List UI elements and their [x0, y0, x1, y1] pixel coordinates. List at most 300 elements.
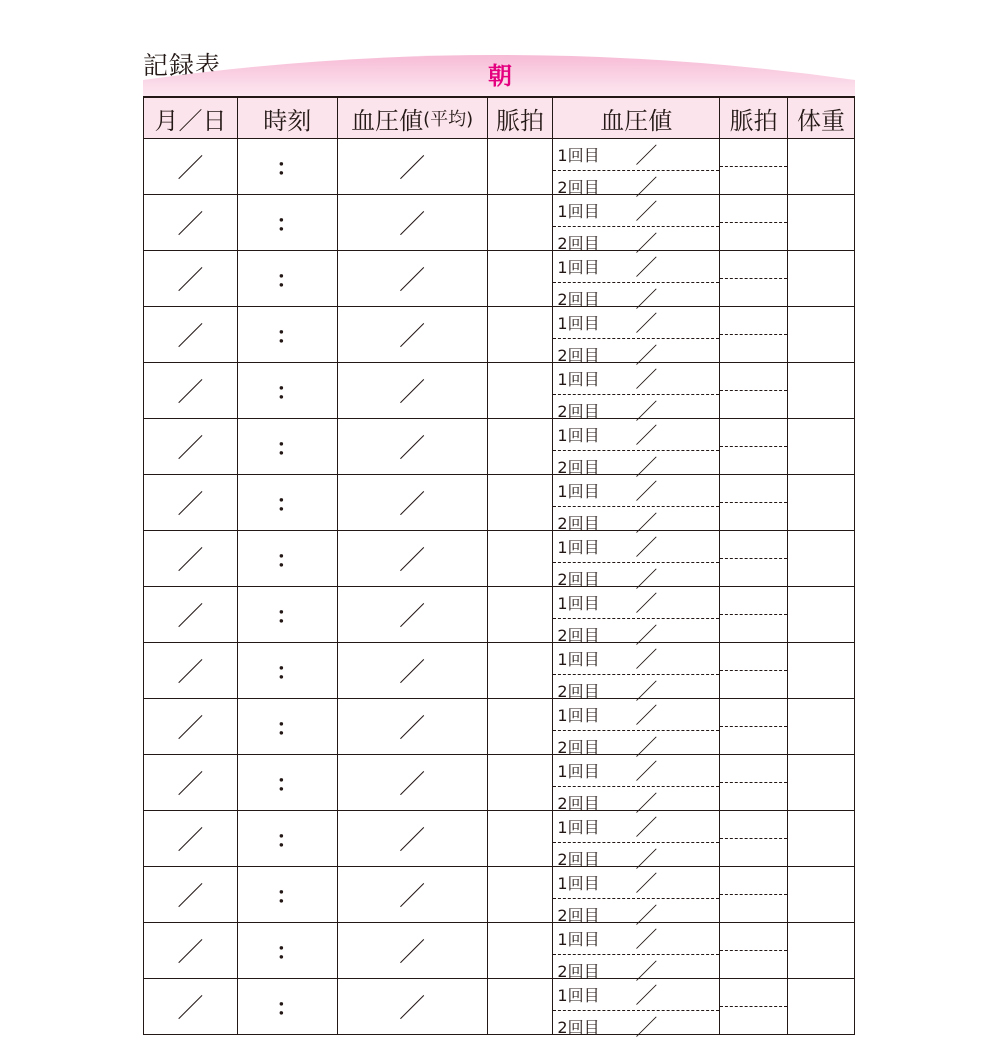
- date-cell[interactable]: [144, 587, 238, 642]
- header-bp-average-label: 血圧値: [351, 106, 424, 135]
- weight-cell[interactable]: [788, 923, 855, 978]
- date-cell[interactable]: [144, 811, 238, 866]
- pulse-reading-1[interactable]: [720, 643, 787, 671]
- pulse-cell[interactable]: [488, 923, 554, 978]
- date-cell[interactable]: [144, 195, 238, 250]
- bp-readings-cell: [553, 251, 720, 313]
- reading-2-label: 2回目: [557, 906, 600, 925]
- reading-2-slash: ／: [635, 288, 658, 313]
- date-cell[interactable]: [144, 643, 238, 698]
- time-cell[interactable]: [238, 419, 338, 474]
- pulse-readings-cell: [720, 363, 788, 418]
- bp-average-cell[interactable]: [338, 251, 488, 306]
- bp-reading-1[interactable]: [553, 363, 719, 395]
- bp-reading-1[interactable]: [553, 139, 719, 171]
- reading-2-label: 2回目: [557, 962, 600, 981]
- reading-2-slash: ／: [635, 400, 658, 425]
- time-cell[interactable]: [238, 643, 338, 698]
- pulse-readings-cell: [720, 643, 788, 698]
- reading-2-label: 2回目: [557, 626, 600, 645]
- pulse-reading-2[interactable]: [720, 727, 787, 754]
- time-cell[interactable]: [238, 531, 338, 586]
- time-colon: ：: [276, 884, 299, 909]
- pulse-reading-2[interactable]: [720, 167, 787, 194]
- pulse-reading-1[interactable]: [720, 923, 787, 951]
- bp-average-slash: ／: [399, 490, 426, 520]
- date-cell[interactable]: [144, 363, 238, 418]
- bp-readings-cell: [553, 475, 720, 537]
- reading-1-label: 1回目: [557, 874, 600, 893]
- bp-average-slash: ／: [399, 434, 426, 464]
- pulse-reading-1[interactable]: [720, 811, 787, 839]
- pulse-reading-1[interactable]: [720, 139, 787, 167]
- time-cell[interactable]: [238, 251, 338, 306]
- bp-readings-cell: [553, 979, 720, 1041]
- pulse-readings-cell: [720, 475, 788, 530]
- reading-2-slash: ／: [635, 792, 658, 817]
- pulse-reading-2[interactable]: [720, 335, 787, 362]
- pulse-reading-1[interactable]: [720, 475, 787, 503]
- weight-cell[interactable]: [788, 587, 855, 642]
- pulse-reading-2[interactable]: [720, 783, 787, 810]
- time-colon: ：: [276, 380, 299, 405]
- weight-cell[interactable]: [788, 531, 855, 586]
- date-cell[interactable]: [144, 699, 238, 754]
- time-colon: ：: [276, 940, 299, 965]
- pulse-reading-2[interactable]: [720, 559, 787, 586]
- pulse-cell[interactable]: [488, 195, 554, 250]
- reading-1-slash: ／: [635, 256, 658, 281]
- time-colon: ：: [276, 268, 299, 293]
- header-date: [144, 98, 238, 138]
- table-row: [143, 587, 855, 649]
- reading-1-slash: ／: [635, 592, 658, 617]
- reading-1-label: 1回目: [557, 426, 600, 445]
- pulse-cell[interactable]: [488, 307, 554, 362]
- bp-average-cell[interactable]: [338, 699, 488, 754]
- bp-average-slash: ／: [399, 322, 426, 352]
- bp-average-slash: ／: [399, 882, 426, 912]
- reading-2-slash: ／: [635, 232, 658, 257]
- header-bp: 血圧値: [553, 98, 720, 138]
- reading-1-slash: ／: [635, 368, 658, 393]
- pulse-reading-1[interactable]: [720, 251, 787, 279]
- pulse-cell[interactable]: [488, 363, 554, 418]
- reading-2-slash: ／: [635, 736, 658, 761]
- bp-reading-1[interactable]: [553, 867, 719, 899]
- reading-2-slash: ／: [635, 680, 658, 705]
- weight-cell[interactable]: [788, 307, 855, 362]
- pulse-cell[interactable]: [488, 699, 554, 754]
- time-cell[interactable]: [238, 307, 338, 362]
- reading-2-slash: ／: [635, 456, 658, 481]
- reading-1-slash: ／: [635, 312, 658, 337]
- time-cell[interactable]: [238, 699, 338, 754]
- pulse-cell[interactable]: [488, 475, 554, 530]
- reading-2-slash: ／: [635, 568, 658, 593]
- time-colon: ：: [276, 436, 299, 461]
- date-slash: ／: [177, 322, 204, 352]
- reading-1-slash: ／: [635, 928, 658, 953]
- time-colon: ：: [276, 772, 299, 797]
- reading-1-label: 1回目: [557, 314, 600, 333]
- date-cell[interactable]: [144, 867, 238, 922]
- date-slash: ／: [177, 770, 204, 800]
- reading-1-slash: ／: [635, 816, 658, 841]
- date-slash: ／: [177, 714, 204, 744]
- date-slash: ／: [177, 378, 204, 408]
- reading-2-label: 2回目: [557, 850, 600, 869]
- pulse-cell[interactable]: [488, 867, 554, 922]
- bp-readings-cell: [553, 139, 720, 201]
- reading-2-label: 2回目: [557, 682, 600, 701]
- reading-2-label: 2回目: [557, 346, 600, 365]
- reading-2-slash: ／: [635, 624, 658, 649]
- table-row: [143, 139, 855, 201]
- bp-average-cell[interactable]: [338, 587, 488, 642]
- pulse-reading-2[interactable]: [720, 895, 787, 922]
- date-cell[interactable]: [144, 139, 238, 194]
- weight-cell[interactable]: [788, 475, 855, 530]
- bp-average-cell[interactable]: [338, 643, 488, 698]
- table-row: [143, 363, 855, 425]
- bp-reading-1[interactable]: [553, 979, 719, 1011]
- weight-cell[interactable]: [788, 811, 855, 866]
- pulse-readings-cell: [720, 587, 788, 642]
- table-row: [143, 531, 855, 593]
- bp-reading-1[interactable]: [553, 195, 719, 227]
- pulse-readings-cell: [720, 419, 788, 474]
- reading-1-label: 1回目: [557, 202, 600, 221]
- date-cell[interactable]: [144, 419, 238, 474]
- pulse-reading-2[interactable]: [720, 391, 787, 418]
- date-slash: ／: [177, 994, 204, 1024]
- table-header: [143, 96, 855, 139]
- header-pulse: 脈拍: [488, 98, 554, 138]
- date-slash: ／: [177, 602, 204, 632]
- pulse-reading-1[interactable]: [720, 531, 787, 559]
- header-date-slash: ／: [178, 106, 203, 135]
- bp-average-cell[interactable]: [338, 307, 488, 362]
- table-row: [143, 867, 855, 929]
- pulse-readings-cell: [720, 979, 788, 1034]
- bp-reading-1[interactable]: [553, 419, 719, 451]
- weight-cell[interactable]: [788, 699, 855, 754]
- bp-average-cell[interactable]: [338, 363, 488, 418]
- date-slash: ／: [177, 938, 204, 968]
- reading-2-label: 2回目: [557, 738, 600, 757]
- pulse-reading-2[interactable]: [720, 503, 787, 530]
- reading-1-label: 1回目: [557, 818, 600, 837]
- date-slash: ／: [177, 434, 204, 464]
- header-date-day: 日: [202, 106, 227, 135]
- time-colon: ：: [276, 492, 299, 517]
- header-weight: 体重: [788, 98, 855, 138]
- reading-2-label: 2回目: [557, 234, 600, 253]
- reading-1-label: 1回目: [557, 986, 600, 1005]
- page-title: 記録表: [143, 51, 222, 80]
- pulse-readings-cell: [720, 923, 788, 978]
- bp-average-slash: ／: [399, 826, 426, 856]
- pulse-reading-2[interactable]: [720, 447, 787, 474]
- reading-2-label: 2回目: [557, 514, 600, 533]
- pulse-cell[interactable]: [488, 643, 554, 698]
- time-cell[interactable]: [238, 811, 338, 866]
- pulse-readings-cell: [720, 811, 788, 866]
- weight-cell[interactable]: [788, 867, 855, 922]
- bp-reading-1[interactable]: [553, 755, 719, 787]
- date-slash: ／: [177, 154, 204, 184]
- weight-cell[interactable]: [788, 979, 855, 1034]
- time-cell[interactable]: [238, 139, 338, 194]
- bp-average-slash: ／: [399, 602, 426, 632]
- time-cell[interactable]: [238, 475, 338, 530]
- bp-average-slash: ／: [399, 658, 426, 688]
- reading-2-slash: ／: [635, 960, 658, 985]
- table-row: [143, 811, 855, 873]
- bp-average-slash: ／: [399, 210, 426, 240]
- weight-cell[interactable]: [788, 139, 855, 194]
- reading-1-slash: ／: [635, 424, 658, 449]
- bp-average-cell[interactable]: [338, 475, 488, 530]
- date-slash: ／: [177, 490, 204, 520]
- date-slash: ／: [177, 266, 204, 296]
- bp-reading-1[interactable]: [553, 699, 719, 731]
- bp-readings-cell: [553, 587, 720, 649]
- date-cell[interactable]: [144, 251, 238, 306]
- table-row: [143, 755, 855, 817]
- time-colon: ：: [276, 212, 299, 237]
- reading-1-label: 1回目: [557, 146, 600, 165]
- bp-average-slash: ／: [399, 154, 426, 184]
- pulse-reading-2[interactable]: [720, 671, 787, 698]
- date-cell[interactable]: [144, 979, 238, 1034]
- reading-2-label: 2回目: [557, 1018, 600, 1037]
- pulse-reading-1[interactable]: [720, 867, 787, 895]
- bp-average-slash: ／: [399, 938, 426, 968]
- reading-2-label: 2回目: [557, 290, 600, 309]
- bp-readings-cell: [553, 643, 720, 705]
- pulse-reading-1[interactable]: [720, 587, 787, 615]
- weight-cell[interactable]: [788, 643, 855, 698]
- pulse-cell[interactable]: [488, 755, 554, 810]
- reading-1-slash: ／: [635, 704, 658, 729]
- reading-1-slash: ／: [635, 536, 658, 561]
- bp-average-slash: ／: [399, 378, 426, 408]
- date-cell[interactable]: [144, 307, 238, 362]
- reading-2-label: 2回目: [557, 570, 600, 589]
- bp-readings-cell: [553, 419, 720, 481]
- date-slash: ／: [177, 826, 204, 856]
- reading-1-label: 1回目: [557, 538, 600, 557]
- table-row: [143, 643, 855, 705]
- bp-reading-1[interactable]: [553, 251, 719, 283]
- bp-reading-1[interactable]: [553, 811, 719, 843]
- time-colon: ：: [276, 828, 299, 853]
- bp-average-cell[interactable]: [338, 755, 488, 810]
- table-row: [143, 923, 855, 985]
- bp-average-cell[interactable]: [338, 139, 488, 194]
- reading-1-slash: ／: [635, 648, 658, 673]
- pulse-cell[interactable]: [488, 531, 554, 586]
- pulse-cell[interactable]: [488, 979, 554, 1034]
- reading-1-slash: ／: [635, 200, 658, 225]
- time-cell[interactable]: [238, 587, 338, 642]
- table-row: [143, 419, 855, 481]
- bp-average-slash: ／: [399, 266, 426, 296]
- time-colon: ：: [276, 604, 299, 629]
- bp-average-slash: ／: [399, 994, 426, 1024]
- weight-cell[interactable]: [788, 363, 855, 418]
- time-cell[interactable]: [238, 923, 338, 978]
- reading-1-slash: ／: [635, 984, 658, 1009]
- reading-1-slash: ／: [635, 144, 658, 169]
- time-colon: ：: [276, 996, 299, 1021]
- reading-1-label: 1回目: [557, 762, 600, 781]
- bp-average-cell[interactable]: [338, 195, 488, 250]
- reading-2-slash: ／: [635, 176, 658, 201]
- bp-reading-1[interactable]: [553, 531, 719, 563]
- pulse-reading-1[interactable]: [720, 755, 787, 783]
- time-colon: ：: [276, 716, 299, 741]
- bp-reading-1[interactable]: [553, 923, 719, 955]
- time-colon: ：: [276, 548, 299, 573]
- bp-average-slash: ／: [399, 546, 426, 576]
- bp-readings-cell: [553, 923, 720, 985]
- weight-cell[interactable]: [788, 195, 855, 250]
- reading-2-label: 2回目: [557, 402, 600, 421]
- bp-reading-1[interactable]: [553, 643, 719, 675]
- reading-2-slash: ／: [635, 1016, 658, 1041]
- reading-1-label: 1回目: [557, 706, 600, 725]
- time-cell[interactable]: [238, 363, 338, 418]
- pulse-cell[interactable]: [488, 419, 554, 474]
- date-cell[interactable]: [144, 475, 238, 530]
- header-date-month: 月: [154, 106, 179, 135]
- date-slash: ／: [177, 546, 204, 576]
- bp-average-cell[interactable]: [338, 531, 488, 586]
- pulse-reading-2[interactable]: [720, 951, 787, 978]
- pulse-readings-cell: [720, 531, 788, 586]
- time-colon: ：: [276, 324, 299, 349]
- header-bp-average: [338, 98, 488, 138]
- pulse-readings-cell: [720, 755, 788, 810]
- reading-1-label: 1回目: [557, 930, 600, 949]
- reading-1-label: 1回目: [557, 482, 600, 501]
- pulse-reading-1[interactable]: [720, 195, 787, 223]
- bp-average-cell[interactable]: [338, 979, 488, 1034]
- pulse-reading-1[interactable]: [720, 419, 787, 447]
- table-row: [143, 251, 855, 313]
- time-cell[interactable]: [238, 979, 338, 1034]
- reading-1-slash: ／: [635, 760, 658, 785]
- bp-readings-cell: [553, 699, 720, 761]
- table-row: [143, 195, 855, 257]
- reading-2-slash: ／: [635, 512, 658, 537]
- header-pulse-2: 脈拍: [720, 98, 788, 138]
- date-slash: ／: [177, 882, 204, 912]
- section-label-morning: 朝: [488, 62, 512, 90]
- pulse-reading-2[interactable]: [720, 1007, 787, 1034]
- bp-readings-cell: [553, 755, 720, 817]
- bp-readings-cell: [553, 867, 720, 929]
- pulse-reading-2[interactable]: [720, 223, 787, 250]
- bp-average-cell[interactable]: [338, 419, 488, 474]
- bp-average-cell[interactable]: [338, 923, 488, 978]
- time-cell[interactable]: [238, 867, 338, 922]
- date-slash: ／: [177, 658, 204, 688]
- weight-cell[interactable]: [788, 755, 855, 810]
- pulse-reading-1[interactable]: [720, 307, 787, 335]
- time-cell[interactable]: [238, 195, 338, 250]
- pulse-reading-1[interactable]: [720, 979, 787, 1007]
- pulse-reading-1[interactable]: [720, 699, 787, 727]
- table-row: [143, 475, 855, 537]
- pulse-cell[interactable]: [488, 139, 554, 194]
- header-time: 時刻: [238, 98, 338, 138]
- pulse-reading-2[interactable]: [720, 839, 787, 866]
- reading-1-label: 1回目: [557, 258, 600, 277]
- pulse-reading-2[interactable]: [720, 615, 787, 642]
- weight-cell[interactable]: [788, 251, 855, 306]
- table-body: [143, 139, 855, 1041]
- pulse-readings-cell: [720, 307, 788, 362]
- date-cell[interactable]: [144, 755, 238, 810]
- bp-reading-1[interactable]: [553, 307, 719, 339]
- pulse-readings-cell: [720, 251, 788, 306]
- reading-2-label: 2回目: [557, 178, 600, 197]
- table-row: [143, 699, 855, 761]
- date-cell[interactable]: [144, 923, 238, 978]
- date-cell[interactable]: [144, 531, 238, 586]
- time-colon: ：: [276, 156, 299, 181]
- bp-reading-1[interactable]: [553, 475, 719, 507]
- reading-1-slash: ／: [635, 480, 658, 505]
- reading-1-label: 1回目: [557, 594, 600, 613]
- bp-average-cell[interactable]: [338, 867, 488, 922]
- bp-readings-cell: [553, 531, 720, 593]
- reading-1-slash: ／: [635, 872, 658, 897]
- weight-cell[interactable]: [788, 419, 855, 474]
- reading-2-slash: ／: [635, 904, 658, 929]
- reading-2-label: 2回目: [557, 458, 600, 477]
- bp-readings-cell: [553, 195, 720, 257]
- bp-readings-cell: [553, 811, 720, 873]
- bp-average-slash: ／: [399, 714, 426, 744]
- time-cell[interactable]: [238, 755, 338, 810]
- pulse-cell[interactable]: [488, 587, 554, 642]
- time-colon: ：: [276, 660, 299, 685]
- pulse-readings-cell: [720, 699, 788, 754]
- pulse-reading-1[interactable]: [720, 363, 787, 391]
- table-row: [143, 307, 855, 369]
- pulse-cell[interactable]: [488, 811, 554, 866]
- reading-2-label: 2回目: [557, 794, 600, 813]
- pulse-reading-2[interactable]: [720, 279, 787, 306]
- bp-average-cell[interactable]: [338, 811, 488, 866]
- bp-reading-1[interactable]: [553, 587, 719, 619]
- reading-1-label: 1回目: [557, 370, 600, 389]
- pulse-readings-cell: [720, 867, 788, 922]
- bp-readings-cell: [553, 307, 720, 369]
- pulse-readings-cell: [720, 195, 788, 250]
- bp-average-slash: ／: [399, 770, 426, 800]
- pulse-cell[interactable]: [488, 251, 554, 306]
- pulse-readings-cell: [720, 139, 788, 194]
- bp-reading-2[interactable]: [553, 1011, 719, 1042]
- reading-1-label: 1回目: [557, 650, 600, 669]
- header-bp-average-note: (平均): [423, 109, 474, 130]
